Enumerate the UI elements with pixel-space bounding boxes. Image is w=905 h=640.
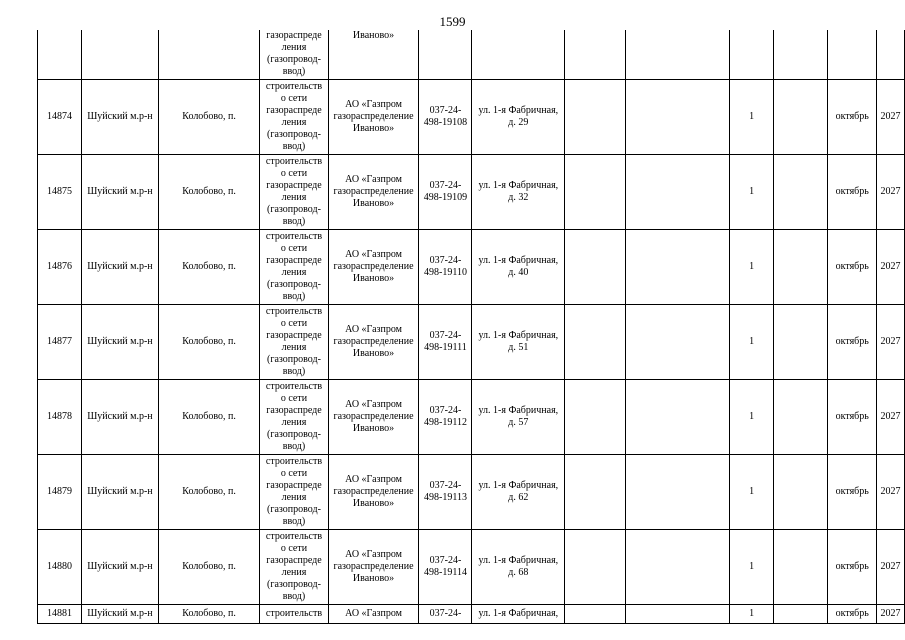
cell-address: ул. 1-я Фабричная, д. 32: [472, 154, 565, 229]
table-row-continuation: [38, 30, 905, 79]
cell-address: ул. 1-я Фабричная, д. 51: [472, 304, 565, 379]
cell-district: Шуйский м.р-н: [82, 304, 159, 379]
cell-code: 037-24- 498-19108: [419, 79, 472, 154]
cell-count: 1: [730, 79, 774, 154]
cell-extra-2: [625, 604, 729, 623]
cell-operator: АО «Газпром газораспределение Иваново»: [328, 379, 419, 454]
cell-month: октябрь: [828, 529, 877, 604]
cell-month: октябрь: [828, 154, 877, 229]
cell-operator: АО «Газпром: [328, 604, 419, 623]
cell-extra-1: [565, 604, 626, 623]
cell-object: строительств о сети газораспреде ления (газопровод- ввод): [260, 379, 328, 454]
cell-year: 2027: [876, 154, 904, 229]
cell-count: 1: [730, 604, 774, 623]
cell-extra-2: [625, 30, 729, 79]
cell-operator: АО «Газпром газораспределение Иваново»: [328, 229, 419, 304]
cell-address: ул. 1-я Фабричная, д. 29: [472, 79, 565, 154]
cell-year: 2027: [876, 379, 904, 454]
cell-code: 037-24- 498-19110: [419, 229, 472, 304]
cell-year: 2027: [876, 454, 904, 529]
cell-extra-2: [625, 154, 729, 229]
cell-district: Шуйский м.р-н: [82, 79, 159, 154]
cell-district: Шуйский м.р-н: [82, 379, 159, 454]
page-number: 1599: [439, 14, 466, 29]
cell-operator: АО «Газпром газораспределение Иваново»: [328, 79, 419, 154]
table-row: [38, 229, 905, 304]
cell-object: строительств о сети газораспреде ления (газопровод- ввод): [260, 304, 328, 379]
cell-year: 2027: [876, 79, 904, 154]
cell-settlement: Колобово, п.: [158, 79, 260, 154]
cell-district: Шуйский м.р-н: [82, 454, 159, 529]
cell-month: октябрь: [828, 379, 877, 454]
table-row: [38, 379, 905, 454]
cell-count: [730, 30, 774, 79]
cell-extra-3: [774, 379, 828, 454]
cell-no: 14876: [38, 229, 82, 304]
cell-extra-1: [565, 79, 626, 154]
cell-object: строительств о сети газораспреде ления (газопровод- ввод): [260, 529, 328, 604]
cell-operator: Иваново»: [328, 30, 419, 79]
cell-extra-2: [625, 529, 729, 604]
cell-operator: АО «Газпром газораспределение Иваново»: [328, 154, 419, 229]
cell-extra-1: [565, 454, 626, 529]
cell-month: [828, 30, 877, 79]
cell-object: строительств о сети газораспреде ления (газопровод- ввод): [260, 454, 328, 529]
cell-code: 037-24- 498-19111: [419, 304, 472, 379]
cell-no: [38, 30, 82, 79]
cell-no: 14874: [38, 79, 82, 154]
cell-code: 037-24- 498-19114: [419, 529, 472, 604]
cell-extra-1: [565, 229, 626, 304]
cell-count: 1: [730, 304, 774, 379]
cell-district: Шуйский м.р-н: [82, 604, 159, 623]
cell-extra-1: [565, 529, 626, 604]
cell-settlement: Колобово, п.: [158, 379, 260, 454]
cell-address: ул. 1-я Фабричная, д. 62: [472, 454, 565, 529]
cell-code: 037-24- 498-19109: [419, 154, 472, 229]
cell-code: 037-24-: [419, 604, 472, 623]
schedule-table: [37, 30, 905, 624]
cell-count: 1: [730, 379, 774, 454]
cell-settlement: Колобово, п.: [158, 604, 260, 623]
cell-extra-3: [774, 79, 828, 154]
cell-extra-2: [625, 379, 729, 454]
table-row: [38, 529, 905, 604]
cell-count: 1: [730, 454, 774, 529]
cell-extra-2: [625, 304, 729, 379]
cell-settlement: Колобово, п.: [158, 229, 260, 304]
cell-extra-2: [625, 454, 729, 529]
cell-no: 14879: [38, 454, 82, 529]
cell-extra-3: [774, 229, 828, 304]
cell-extra-3: [774, 154, 828, 229]
cell-extra-2: [625, 79, 729, 154]
cell-month: октябрь: [828, 79, 877, 154]
cell-year: 2027: [876, 229, 904, 304]
cell-year: 2027: [876, 529, 904, 604]
cell-settlement: Колобово, п.: [158, 304, 260, 379]
cell-extra-3: [774, 604, 828, 623]
cell-address: ул. 1-я Фабричная, д. 68: [472, 529, 565, 604]
cell-count: 1: [730, 154, 774, 229]
cell-object: строительств: [260, 604, 328, 623]
cell-district: Шуйский м.р-н: [82, 154, 159, 229]
cell-address: ул. 1-я Фабричная,: [472, 604, 565, 623]
cell-month: октябрь: [828, 229, 877, 304]
cell-extra-1: [565, 30, 626, 79]
cell-extra-1: [565, 379, 626, 454]
cell-address: ул. 1-я Фабричная, д. 40: [472, 229, 565, 304]
cell-district: Шуйский м.р-н: [82, 229, 159, 304]
cell-code: [419, 30, 472, 79]
cell-extra-3: [774, 454, 828, 529]
cell-extra-1: [565, 154, 626, 229]
cell-object: строительств о сети газораспреде ления (газопровод- ввод): [260, 154, 328, 229]
cell-object: строительств о сети газораспреде ления (газопровод- ввод): [260, 229, 328, 304]
cell-no: 14875: [38, 154, 82, 229]
cell-extra-3: [774, 304, 828, 379]
cell-count: 1: [730, 529, 774, 604]
cell-object: строительств о сети газораспреде ления (газопровод- ввод): [260, 79, 328, 154]
cell-district: Шуйский м.р-н: [82, 529, 159, 604]
cell-settlement: Колобово, п.: [158, 529, 260, 604]
cell-operator: АО «Газпром газораспределение Иваново»: [328, 454, 419, 529]
cell-operator: АО «Газпром газораспределение Иваново»: [328, 529, 419, 604]
cell-extra-1: [565, 304, 626, 379]
cell-year: 2027: [876, 604, 904, 623]
table-row: [38, 304, 905, 379]
cell-month: октябрь: [828, 604, 877, 623]
table-row: [38, 454, 905, 529]
cell-code: 037-24- 498-19113: [419, 454, 472, 529]
cell-operator: АО «Газпром газораспределение Иваново»: [328, 304, 419, 379]
table-row: [38, 154, 905, 229]
cell-extra-2: [625, 229, 729, 304]
cell-no: 14881: [38, 604, 82, 623]
cell-object: газораспреде ления (газопровод- ввод): [260, 30, 328, 79]
cell-year: 2027: [876, 304, 904, 379]
table-row: [38, 604, 905, 623]
cell-address: [472, 30, 565, 79]
cell-settlement: Колобово, п.: [158, 454, 260, 529]
cell-district: [82, 30, 159, 79]
table-row: [38, 79, 905, 154]
cell-settlement: [158, 30, 260, 79]
cell-settlement: Колобово, п.: [158, 154, 260, 229]
cell-count: 1: [730, 229, 774, 304]
cell-code: 037-24- 498-19112: [419, 379, 472, 454]
cell-year: [876, 30, 904, 79]
cell-no: 14878: [38, 379, 82, 454]
cell-address: ул. 1-я Фабричная, д. 57: [472, 379, 565, 454]
cell-month: октябрь: [828, 304, 877, 379]
cell-extra-3: [774, 529, 828, 604]
cell-no: 14877: [38, 304, 82, 379]
cell-extra-3: [774, 30, 828, 79]
cell-month: октябрь: [828, 454, 877, 529]
cell-no: 14880: [38, 529, 82, 604]
